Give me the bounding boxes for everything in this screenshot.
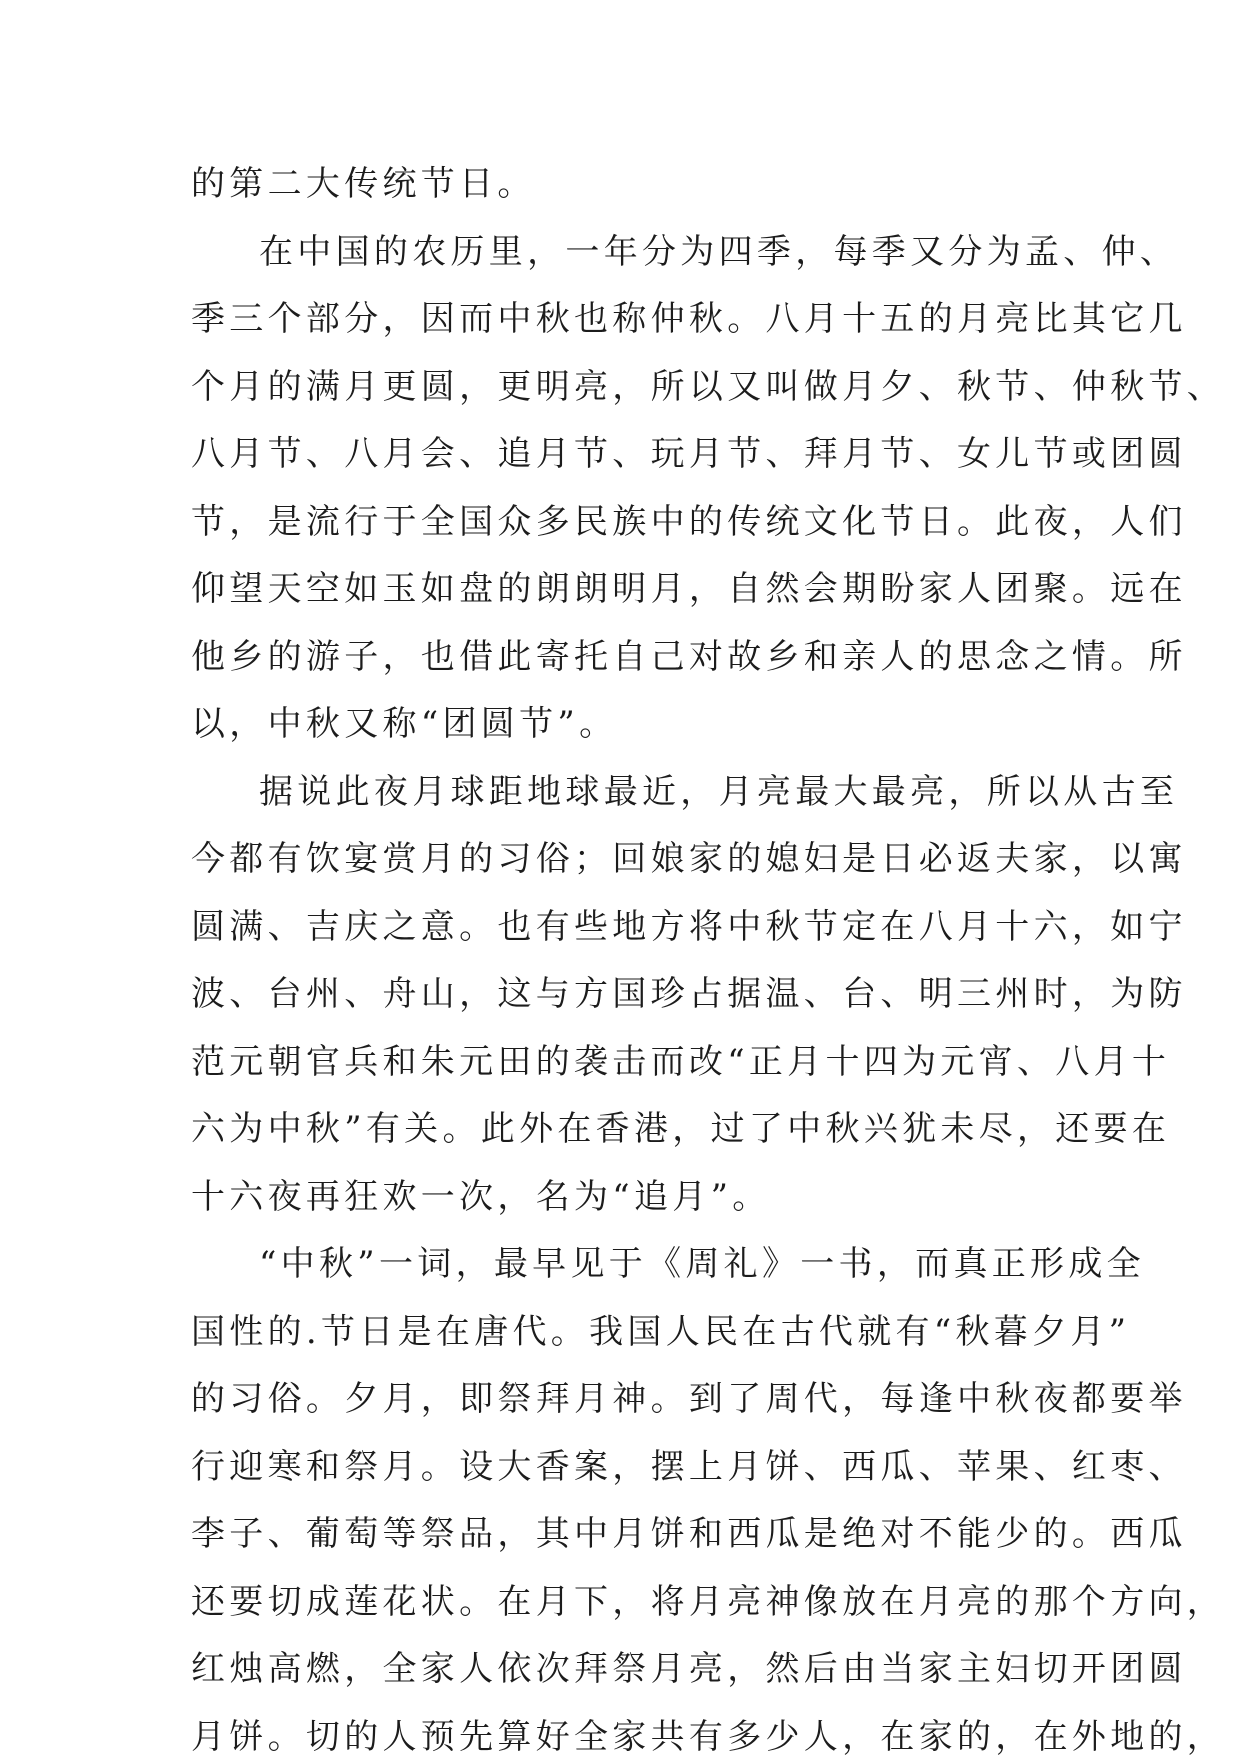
text-line: 他乡的游子，也借此寄托自己对故乡和亲人的思念之情。所 (191, 637, 1187, 677)
text-line: 今都有饮宴赏月的习俗；回娘家的媳妇是日必返夫家，以寓 (191, 839, 1187, 879)
text-line: 红烛高燃，全家人依次拜祭月亮，然后由当家主妇切开团圆 (191, 1649, 1187, 1689)
text-line: 八月节、八月会、追月节、玩月节、拜月节、女儿节或团圆 (191, 434, 1187, 474)
text-line: 范元朝官兵和朱元田的袭击而改“正月十四为元宵、八月十 (191, 1042, 1171, 1082)
text-line: “中秋”一词，最早见于《周礼》一书，而真正形成全 (259, 1244, 1145, 1284)
text-line: 个月的满月更圆，更明亮，所以又叫做月夕、秋节、仲秋节、 (191, 367, 1226, 407)
text-line: 还要切成莲花状。在月下，将月亮神像放在月亮的那个方向， (191, 1582, 1226, 1622)
text-line: 行迎寒和祭月。设大香案，摆上月饼、西瓜、苹果、红枣、 (191, 1447, 1187, 1487)
text-line: 季三个部分，因而中秋也称仲秋。八月十五的月亮比其它几 (191, 299, 1187, 339)
text-line: 六为中秋”有关。此外在香港，过了中秋兴犹未尽，还要在 (191, 1109, 1171, 1149)
text-line: 以，中秋又称“团圆节”。 (191, 704, 618, 744)
text-line: 仰望天空如玉如盘的朗朗明月，自然会期盼家人团聚。远在 (191, 569, 1187, 609)
text-line: 李子、葡萄等祭品，其中月饼和西瓜是绝对不能少的。西瓜 (191, 1514, 1187, 1554)
text-line: 的第二大传统节日。 (191, 164, 536, 204)
text-line: 据说此夜月球距地球最近，月亮最大最亮，所以从古至 (259, 772, 1179, 812)
text-line: 圆满、吉庆之意。也有些地方将中秋节定在八月十六，如宁 (191, 907, 1187, 947)
text-line: 十六夜再狂欢一次，名为“追月”。 (191, 1177, 771, 1217)
text-line: 国性的.节日是在唐代。我国人民在古代就有“秋暮夕月” (191, 1312, 1131, 1352)
text-line: 波、台州、舟山，这与方国珍占据温、台、明三州时，为防 (191, 974, 1187, 1014)
text-line: 的习俗。夕月，即祭拜月神。到了周代，每逢中秋夜都要举 (191, 1379, 1187, 1419)
text-line: 节，是流行于全国众多民族中的传统文化节日。此夜，人们 (191, 502, 1187, 542)
text-line: 月饼。切的人预先算好全家共有多少人，在家的，在外地的， (191, 1717, 1226, 1757)
text-line: 在中国的农历里，一年分为四季，每季又分为孟、仲、 (259, 232, 1179, 272)
